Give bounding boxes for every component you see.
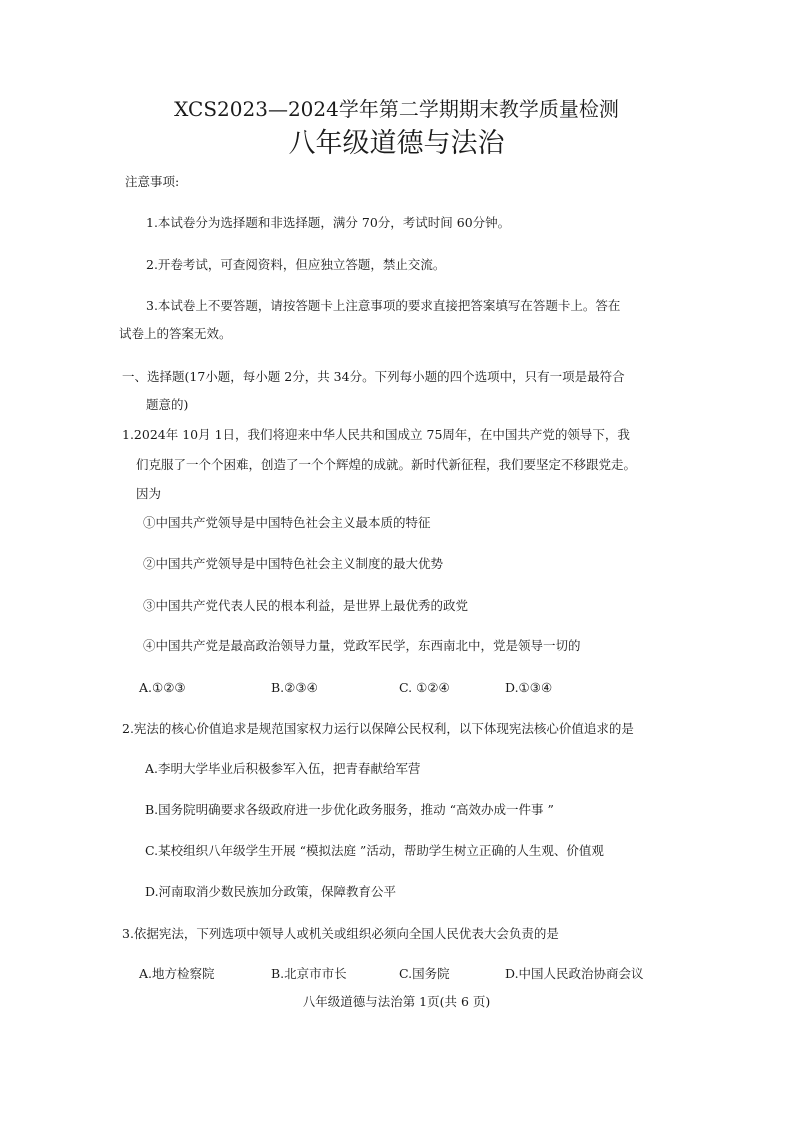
notice-item: 1.本试卷分为选择题和非选择题，满分 70分，考试时间 60分钟。 bbox=[146, 215, 511, 230]
question-statement: ③中国共产党代表人民的根本利益，是世界上最优秀的政党 bbox=[143, 598, 469, 613]
question-option: C.国务院 bbox=[399, 966, 450, 981]
question-stem: 1.2024年 10月 1日，我们将迎来中华人民共和国成立 75周年，在中国共产党的领导下，我 bbox=[122, 427, 630, 442]
question-statement: ④中国共产党是最高政治领导力量，党政军民学，东西南北中，党是领导一切的 bbox=[143, 638, 581, 653]
question-stem: 2.宪法的核心价值追求是规范国家权力运行以保障公民权利，以下体现宪法核心价值追求的是 bbox=[122, 721, 634, 736]
question-option: C. ①②④ bbox=[399, 680, 450, 695]
question-option: B.国务院明确要求各级政府进一步优化政务服务，推动 “高效办成一件事 ” bbox=[145, 802, 554, 817]
notice-item: 2.开卷考试，可查阅资料，但应独立答题，禁止交流。 bbox=[146, 257, 446, 272]
question-stem: 因为 bbox=[136, 486, 162, 501]
question-stem: 们克服了一个个困难，创造了一个个辉煌的成就。新时代新征程，我们要坚定不移跟党走。 bbox=[136, 457, 637, 472]
exam-subject-title: 八年级道德与法治 bbox=[288, 128, 505, 159]
question-option: D.河南取消少数民族加分政策，保障教育公平 bbox=[145, 884, 397, 899]
notice-heading: 注意事项: bbox=[125, 174, 180, 189]
notice-item: 3.本试卷上不要答题，请按答题卡上注意事项的要求直接把答案填写在答题卡上。答在 bbox=[146, 298, 621, 313]
question-option: C.某校组织八年级学生开展 “模拟法庭 ”活动，帮助学生树立正确的人生观、价值观 bbox=[145, 843, 604, 858]
question-statement: ①中国共产党领导是中国特色社会主义最本质的特征 bbox=[143, 515, 431, 530]
question-option: D.①③④ bbox=[505, 680, 553, 695]
question-option: A.李明大学毕业后积极参军入伍，把青春献给军营 bbox=[145, 761, 421, 776]
question-option: B.②③④ bbox=[271, 680, 318, 695]
question-option: B.北京市市长 bbox=[271, 966, 347, 981]
notice-item: 试卷上的答案无效。 bbox=[119, 326, 232, 341]
section-heading-cont: 题意的) bbox=[146, 397, 189, 412]
question-option: D.中国人民政治协商会议 bbox=[505, 966, 644, 981]
section-heading: 一、选择题(17小题，每小题 2分，共 34分。下列每小题的四个选项中，只有一项是最符合 bbox=[122, 369, 625, 384]
question-option: A.地方检察院 bbox=[139, 966, 215, 981]
question-option: A.①②③ bbox=[139, 680, 186, 695]
exam-title: XCS2023—2024学年第二学期期末教学质量检测 bbox=[174, 97, 619, 121]
question-stem: 3.依据宪法，下列选项中领导人或机关或组织必须向全国人民优表大会负责的是 bbox=[122, 926, 559, 941]
page-footer: 八年级道德与法治第 1页(共 6 页) bbox=[302, 994, 491, 1009]
question-statement: ②中国共产党领导是中国特色社会主义制度的最大优势 bbox=[143, 556, 444, 571]
